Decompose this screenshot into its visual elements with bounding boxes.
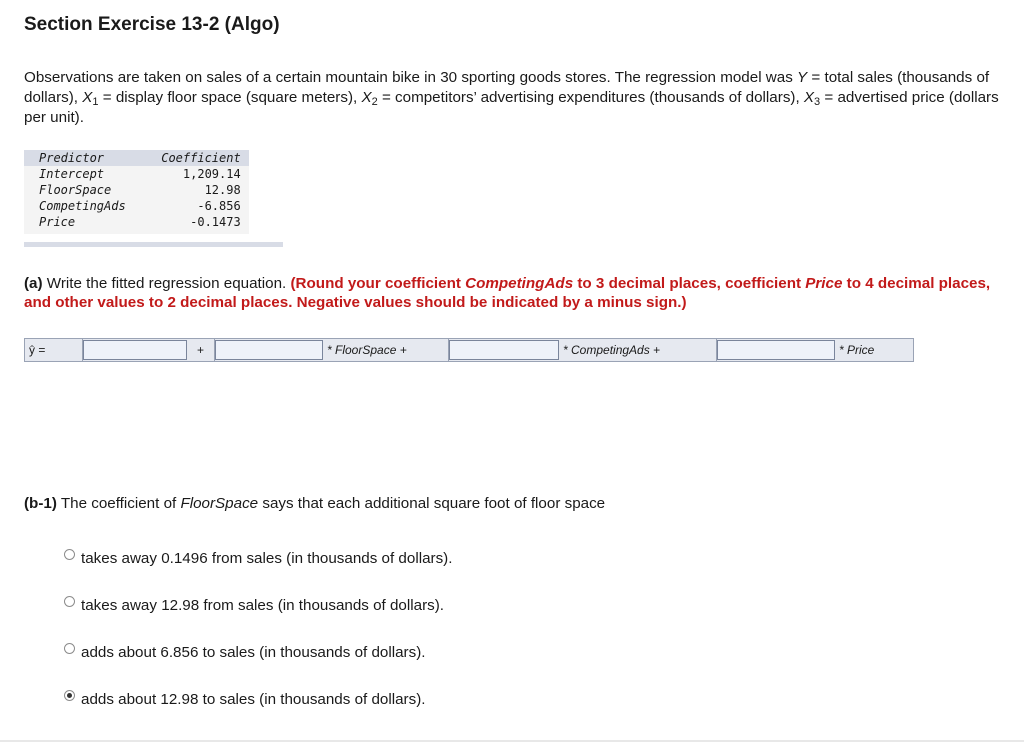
coefficient-cell: 1,209.14 [134,166,249,182]
intro-text: = competitors’ advertising expenditures (thousands of dollars), [377,89,804,106]
predictor-header: Predictor [24,150,134,166]
question-b1 [24,495,605,512]
answer-option-1[interactable] [64,550,452,567]
option-label: adds about 12.98 to sales (in thousands of dollars). [81,691,426,708]
floorspace-coef-input[interactable] [215,340,323,360]
price-label [835,339,913,361]
coefficient-cell: -0.1473 [134,214,249,234]
coefficient-header: Coefficient [134,150,249,166]
option-label: takes away 0.1496 from sales (in thousands of dollars). [81,550,453,567]
option-label: adds about 6.856 to sales (in thousands of dollars). [81,644,426,661]
question-b1-label: (b-1) [24,495,57,512]
answer-option-4[interactable] [64,691,425,708]
question-a [24,274,999,312]
yhat-label: ŷ = [25,339,83,361]
var-x1-sub: 1 [92,96,99,108]
var-x2: X [361,89,372,106]
instruction-var: Price [805,275,843,292]
var-x1: X [82,89,93,106]
instruction-text: to 4 decimal places, and other values to 2 decimal places. Negative values should be indicated by a minus sign.) [24,275,991,311]
competingads-coef-input[interactable] [449,340,559,360]
regression-equation-row [24,338,914,362]
question-a-text: Write the fitted regression equation. [42,275,291,292]
question-a-label: (a) [24,275,43,292]
var-x2-sub: 2 [371,96,378,108]
divider [0,740,1024,742]
predictor-cell: Intercept [24,166,134,182]
radio-button[interactable] [64,549,75,560]
predictor-cell: Price [24,214,134,234]
problem-statement [24,68,999,128]
table-row [24,198,249,214]
intro-text: = advertised price (dollars per unit). [24,89,999,126]
question-b1-text: says that each additional square foot of floor space [258,495,606,512]
answer-option-2[interactable] [64,597,444,614]
table-row [24,166,249,182]
intro-text: = total sales (thousands of dollars), [24,69,990,106]
price-coef-input[interactable] [717,340,835,360]
var-x3-sub: 3 [814,96,821,108]
intro-text: = display floor space (square meters), [98,89,362,106]
table-row [24,182,249,198]
floorspace-label-text: * FloorSpace + [327,343,407,357]
intro-text: Observations are taken on sales of a certain mountain bike in 30 sporting goods stores. The regression model was [24,69,798,86]
question-b1-var: FloorSpace [180,495,259,512]
instruction-text: to 3 decimal places, coefficient [573,275,806,292]
floorspace-label [323,339,449,361]
competingads-label-text: * CompetingAds + [563,343,661,357]
plus-label: + [187,339,215,361]
coefficient-cell: -6.856 [134,198,249,214]
table-header-row [24,150,249,166]
coefficient-cell: 12.98 [134,182,249,198]
predictor-cell: CompetingAds [24,198,134,214]
radio-button-selected[interactable] [64,690,75,701]
competingads-label [559,339,717,361]
intercept-input[interactable] [83,340,187,360]
var-y: Y [797,69,808,86]
question-b1-text: The coefficient of [56,495,181,512]
answer-option-3[interactable] [64,644,425,661]
radio-button[interactable] [64,643,75,654]
radio-button[interactable] [64,596,75,607]
predictor-cell: FloorSpace [24,182,134,198]
table-row [24,214,249,234]
option-label: takes away 12.98 from sales (in thousands of dollars). [81,597,444,614]
page-title: Section Exercise 13-2 (Algo) [24,14,280,35]
instruction-var: CompetingAds [465,275,574,292]
instruction-text: (Round your coefficient [290,275,466,292]
coefficient-table [24,150,249,234]
price-label-text: * Price [839,343,875,357]
var-x3: X [803,89,815,106]
table-footer-bar [24,242,283,247]
